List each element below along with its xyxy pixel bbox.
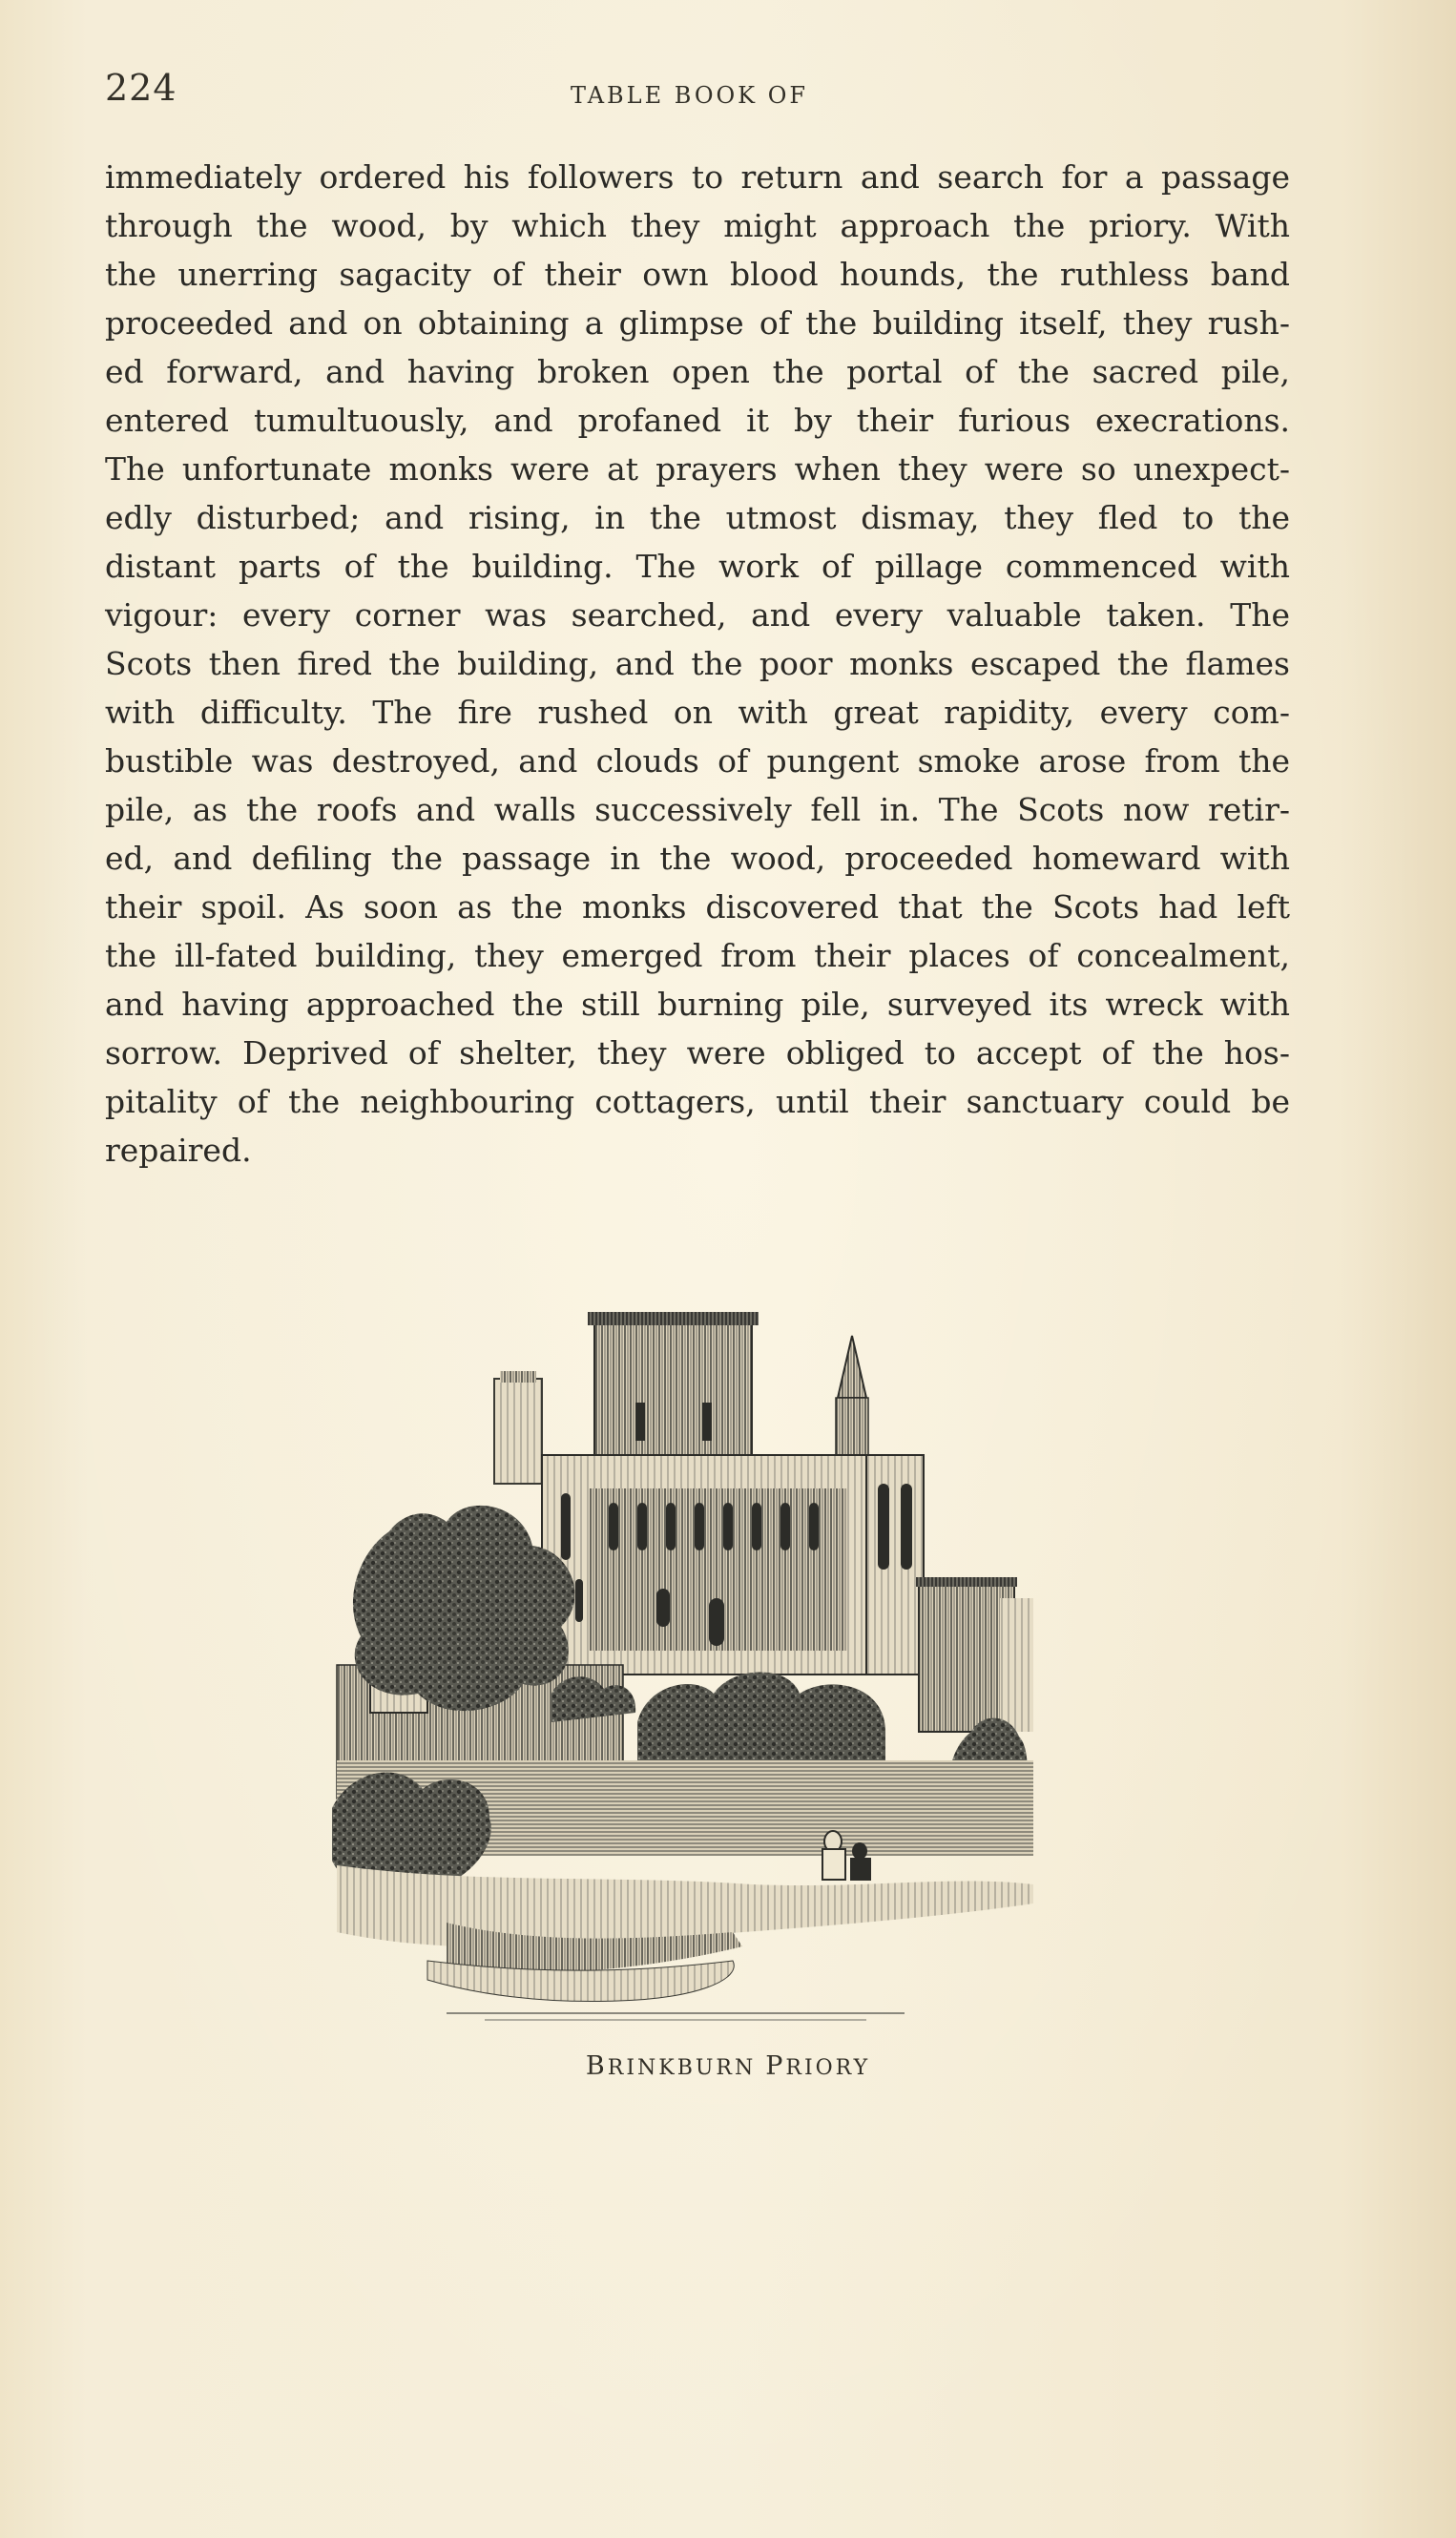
figure-caption: BRINKBURN PRIORY: [585, 2051, 871, 2081]
text-line: distant parts of the building. The work of pillage commenced with: [105, 548, 1290, 585]
text-line: ed forward, and having broken open the portal of the sacred pile,: [105, 353, 1290, 390]
text-line: and having approached the still burning pile, surveyed its wreck with: [105, 986, 1290, 1023]
text-line: immediately ordered his followers to return and search for a passage: [105, 158, 1290, 196]
text-line: their spoil. As soon as the monks discovered that the Scots had left: [105, 888, 1290, 926]
text-line: entered tumultuously, and profaned it by their furious execrations.: [105, 402, 1290, 439]
text-line: pile, as the roofs and walls successively fell in. The Scots now retir-: [105, 791, 1290, 828]
text-line: through the wood, by which they might approach the priory. With: [105, 207, 1290, 244]
text-line: ed, and defiling the passage in the wood, proceeded homeward with: [105, 840, 1290, 877]
text-line: the ill-fated building, they emerged from their places of concealment,: [105, 937, 1290, 974]
body-text: [105, 153, 1290, 1175]
text-line: repaired.: [105, 1132, 252, 1169]
text-line: edly disturbed; and rising, in the utmost dismay, they fled to the: [105, 499, 1290, 536]
text-line: The unfortunate monks were at prayers when they were so unexpect-: [105, 450, 1290, 488]
text-line: vigour: every corner was searched, and every valuable taken. The: [105, 596, 1290, 634]
priory-engraving: [332, 1312, 1038, 2028]
text-line: the unerring sagacity of their own blood hounds, the ruthless band: [105, 256, 1290, 293]
text-line: with difficulty. The fire rushed on with great rapidity, every com-: [105, 694, 1290, 731]
text-line: sorrow. Deprived of shelter, they were obliged to accept of the hos-: [105, 1034, 1290, 1071]
text-line: Scots then fired the building, and the poor monks escaped the flames: [105, 645, 1290, 682]
text-line: proceeded and on obtaining a glimpse of the building itself, they rush-: [105, 304, 1290, 342]
text-line: bustible was destroyed, and clouds of pungent smoke arose from the: [105, 742, 1290, 780]
text-line: pitality of the neighbouring cottagers, until their sanctuary could be: [105, 1083, 1290, 1120]
page-number: 224: [105, 67, 177, 109]
running-head: TABLE BOOK OF: [571, 82, 809, 109]
